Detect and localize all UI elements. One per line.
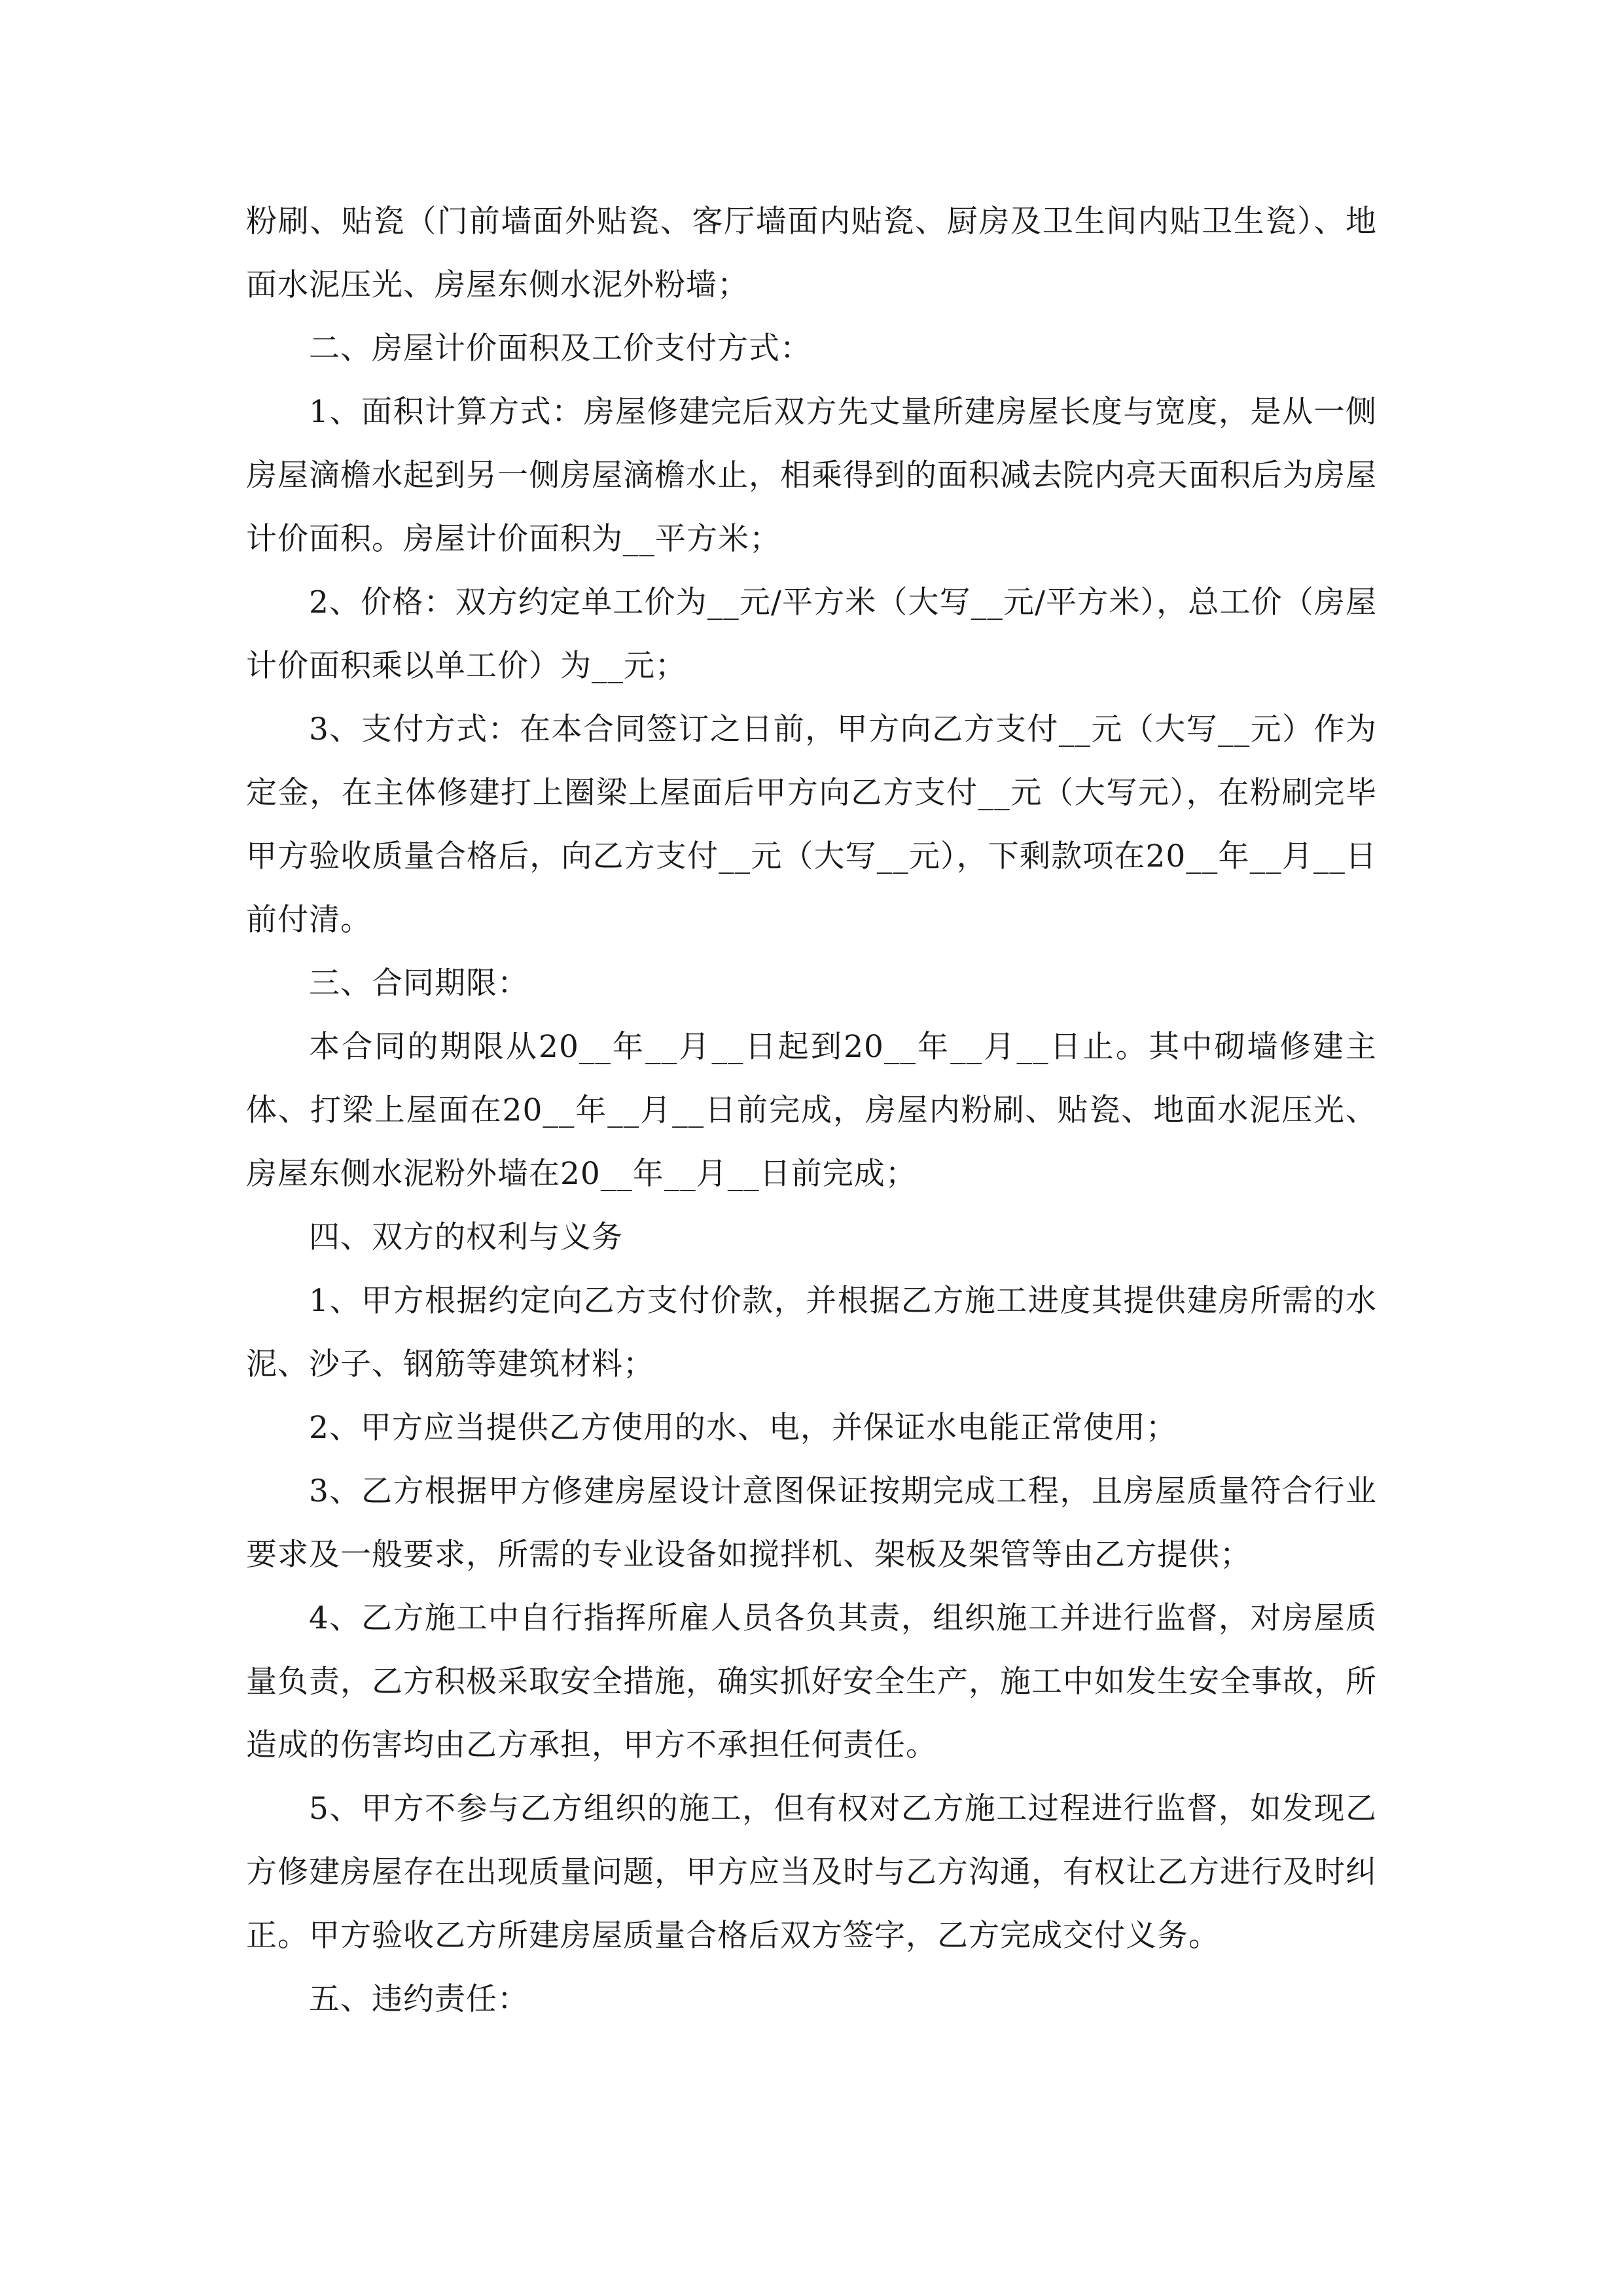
- paragraph-payment-method: 3、支付方式：在本合同签订之日前，甲方向乙方支付__元（大写__元）作为定金，在主体修建打上圈梁上屋面后甲方向乙方支付__元（大写元），在粉刷完毕甲方验收质量合格后，向乙方支付__元（大写__元），下剩款项在20__年__月__日前付清。: [246, 711, 1377, 938]
- paragraph-obligation-1: 1、甲方根据约定向乙方支付价款，并根据乙方施工进度其提供建房所需的水泥、沙子、钢筋等建筑材料；: [246, 1283, 1377, 1382]
- paragraph-area-calculation: 1、面积计算方式：房屋修建完后双方先丈量所建房屋长度与宽度，是从一侧房屋滴檐水起到另一侧房屋滴檐水止，相乘得到的面积减去院内亮天面积后为房屋计价面积。房屋计价面积为__平方米；: [246, 394, 1377, 557]
- paragraph-obligation-2: 2、甲方应当提供乙方使用的水、电，并保证水电能正常使用；: [309, 1410, 1177, 1446]
- paragraph-contract-term: 本合同的期限从20__年__月__日起到20__年__月__日止。其中砌墙修建主体、打梁上屋面在20__年__月__日前完成，房屋内粉刷、贴瓷、地面水泥压光、房屋东侧水泥粉外墙在20__年__月__日前完成；: [246, 1029, 1377, 1192]
- paragraph-price: 2、价格：双方约定单工价为__元/平方米（大写__元/平方米），总工价（房屋计价面积乘以单工价）为__元；: [246, 584, 1377, 684]
- section-heading-breach-liability: 五、违约责任：: [309, 1981, 529, 2017]
- section-heading-area-and-payment: 二、房屋计价面积及工价支付方式：: [309, 331, 812, 367]
- document-body: [246, 190, 1377, 2031]
- section-heading-rights-obligations: 四、双方的权利与义务: [309, 1219, 623, 1255]
- section-heading-contract-term: 三、合同期限：: [309, 965, 529, 1001]
- paragraph-obligation-3: 3、乙方根据甲方修建房屋设计意图保证按期完成工程，且房屋质量符合行业要求及一般要求，所需的专业设备如搅拌机、架板及架管等由乙方提供；: [246, 1473, 1377, 1573]
- paragraph-obligation-5: 5、甲方不参与乙方组织的施工，但有权对乙方施工过程进行监督，如发现乙方修建房屋存在出现质量问题，甲方应当及时与乙方沟通，有权让乙方进行及时纠正。甲方验收乙方所建房屋质量合格后双方签字，乙方完成交付义务。: [246, 1791, 1377, 1954]
- paragraph-renovation-items: 粉刷、贴瓷（门前墙面外贴瓷、客厅墙面内贴瓷、厨房及卫生间内贴卫生瓷）、地面水泥压光、房屋东侧水泥外粉墙；: [246, 204, 1377, 303]
- paragraph-obligation-4: 4、乙方施工中自行指挥所雇人员各负其责，组织施工并进行监督，对房屋质量负责，乙方积极采取安全措施，确实抓好安全生产，施工中如发生安全事故，所造成的伤害均由乙方承担，甲方不承担任何责任。: [246, 1600, 1377, 1763]
